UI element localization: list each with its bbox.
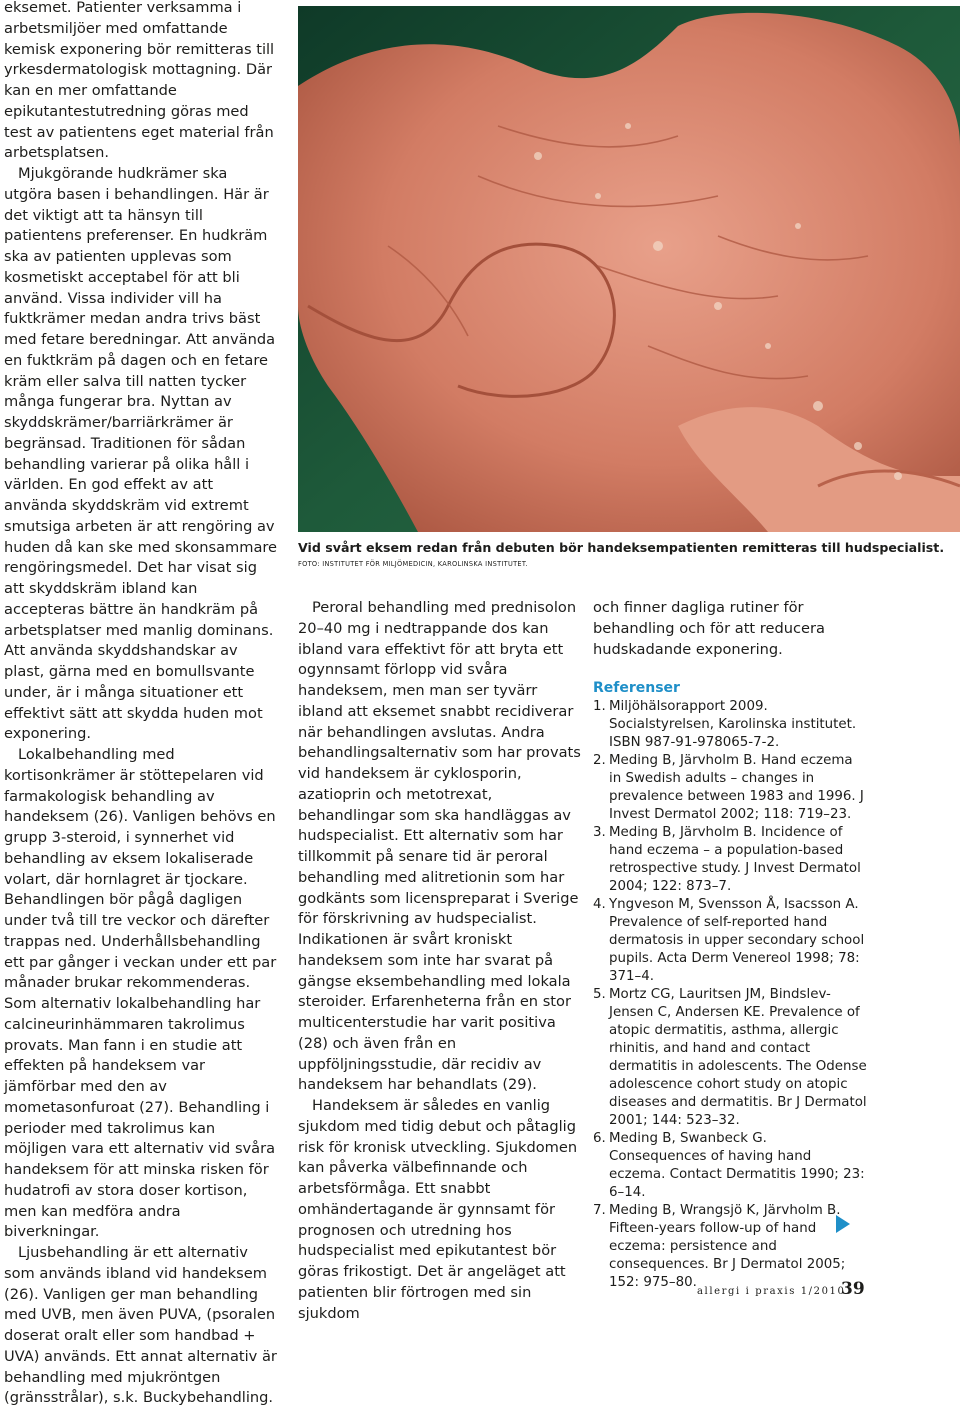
- page-number: 39: [841, 1279, 865, 1299]
- reference-text: Meding B, Wrangsjö K, Järvholm B. Fifteen-years follow-up of hand eczema: persistence and consequences. Br J Dermatol 2005; 152: 975–80.: [609, 1203, 846, 1291]
- paragraph: eksemet. Patienter verksamma i arbetsmiljöer med omfattande kemisk exponering bör remitteras till yrkesdermatologisk mottagning. Där kan en mer omfattande epikutantestutredning göras med test av patientens eget material från arbetsplatsen.: [4, 0, 275, 162]
- reference-number: 4.: [593, 897, 606, 913]
- reference-item: [593, 1202, 868, 1292]
- reference-number: 6.: [593, 1131, 606, 1147]
- article-column-1: [4, 0, 278, 1409]
- reference-item: [593, 1130, 868, 1202]
- reference-item: [593, 698, 868, 752]
- paragraph: Ljusbehandling är ett alternativ som används ibland vid handeksem (26). Vanligen ger man behandling med UVB, men även PUVA, (psoralen doserat oralt eller som handbad + UVA) används. Ett annat alternativ är behandling med mjukröntgen (gränsstrålar), s.k. Buckybehandling.: [4, 1244, 277, 1407]
- reference-text: Meding B, Järvholm B. Incidence of hand eczema – a population-based retrospective study. J Invest Dermatol 2004; 122: 873–7.: [609, 825, 861, 895]
- hand-eczema-photo: [298, 6, 960, 532]
- continue-arrow-icon: [836, 1215, 850, 1233]
- reference-number: 2.: [593, 753, 606, 769]
- reference-text: Yngveson M, Svensson Å, Isacsson A. Prevalence of self-reported hand dermatosis in upper secondary school pupils. Acta Derm Venereol 1998; 78: 371–4.: [609, 897, 865, 985]
- reference-text: Miljöhälsorapport 2009. Socialstyrelsen, Karolinska institutet. ISBN 987-91-978065-7-2.: [609, 699, 857, 751]
- reference-number: 1.: [593, 699, 606, 715]
- paragraph: Lokalbehandling med kortisonkrämer är stöttepelaren vid farmakologisk behandling av handeksem (26). Vanligen behövs en grupp 3-steroid, i synnerhet vid behandling av eksem lokaliserade volart, där hornlagret är tjockare. Behandlingen bör pågå dagligen under två till tre veckor och därefter trappas ned. Underhållsbehandling ett par gånger i veckan under ett par månader brukar rekommenderas. Som alternativ lokalbehandling har calcineurinhämmaren takrolimus provats. Man fann i en studie att effekten på handeksem var jämförbar med den av mometasonfuroat (27). Behandling i perioder med takrolimus kan möjligen vara ett alternativ vid svåra handeksem för att minska risken för hudatrofi av stora doser kortison, men kan medföra andra biverkningar.: [4, 746, 277, 1241]
- references-heading: Referenser: [593, 680, 680, 697]
- reference-item: [593, 896, 868, 986]
- reference-number: 3.: [593, 825, 606, 841]
- reference-item: [593, 752, 868, 824]
- article-column-2: [298, 598, 581, 1324]
- reference-text: Mortz CG, Lauritsen JM, Bindslev-Jensen C, Andersen KE. Prevalence of atopic dermatitis, asthma, allergic rhinitis, and hand and contact dermatitis in adolescents. The Odense adolescence cohort study on atopic diseases and dermatitis. Br J Dermatol 2001; 144: 523–32.: [609, 987, 867, 1129]
- paragraph: Peroral behandling med prednisolon 20–40 mg i nedtrappande dos kan ibland vara effektivt för att bryta ett ogynnsamt förlopp vid svåra handeksem, men man ser tyvärr ibland att eksemet snabbt recidiverar när behandlingen avslutas. Andra behandlingsalternativ som har provats vid handeksem är cyklosporin, azatioprin och metotrexat, behandlingar som ska handläggas av hudspecialist. Ett alternativ som har tillkommit på senare tid är peroral behandling med alitretionin som har godkänts som licenspreparat i Sverige för förskrivning av hudspecialist. Indikationen är svårt kroniskt handeksem som inte har svarat på gängse eksembehandling med lokala steroider. Erfarenheterna från en stor multicenterstudie har varit positiva (28) och även från en uppföljningsstudie, där recidiv av handeksem har behandlats (29).: [298, 599, 581, 1094]
- photo-illustration: [298, 6, 960, 532]
- paragraph: Handeksem är således en vanlig sjukdom med tidig debut och påtaglig risk för kronisk utveckling. Sjukdomen kan påverka välbefinnande och arbetsförmåga. Ett snabbt omhändertagande är gynnsamt för prognosen och utredning hos hudspecialist med epikutantest bör göras frikostigt. Det är angeläget att patienten blir förtrogen med sin sjukdom: [298, 1097, 578, 1322]
- paragraph: och finner dagliga rutiner för behandling och för att reducera hudskadande exponering.: [593, 599, 825, 658]
- reference-text: Meding B, Järvholm B. Hand eczema in Swedish adults – changes in prevalence between 1983 and 1996. J Invest Dermatol 2002; 118: 719–23.: [609, 753, 864, 823]
- paragraph: Mjukgörande hudkrämer ska utgöra basen i behandlingen. Här är det viktigt att ta hänsyn till patientens preferenser. En hudkräm ska av patienten upplevas som kosmetiskt acceptabel för att bli använd. Vissa individer vill ha fuktkrämer medan andra trivs bäst med fetare beredningar. Att använda en fuktkräm på dagen och en fetare kräm eller salva till natten tycker många fungerar bra. Nyttan av skyddskrämer/barriärkrämer är begränsad. Traditionen för sådan behandling varierar på olika håll i världen. En god effekt av att använda skyddskräm vid extremt smutsiga arbeten är att rengöring av huden då kan ske med skonsammare rengöringsmedel. Det har visat sig att skyddskräm ibland kan accepteras bättre än handkräm på arbetsplatser med manlig dominans. Att använda skyddshandskar av plast, gärna med en bomullsvante under, är i många situationer ett effektivt sätt att skydda huden mot exponering.: [4, 165, 278, 743]
- article-column-3: [593, 598, 868, 1292]
- photo-credit: FOTO: INSTITUTET FÖR MILJÖMEDICIN, KAROLINSKA INSTITUTET.: [298, 560, 528, 568]
- reference-number: 5.: [593, 987, 606, 1003]
- reference-number: 7.: [593, 1203, 606, 1219]
- reference-text: Meding B, Swanbeck G. Consequences of having hand eczema. Contact Dermatitis 1990; 23: 6–14.: [609, 1131, 865, 1201]
- reference-list: [593, 698, 868, 1292]
- figure-caption: Vid svårt eksem redan från debuten bör handeksempatienten remitteras till hudspecialist.: [298, 540, 945, 555]
- journal-footer: allergi i praxis 1/2010: [697, 1286, 846, 1297]
- reference-item: [593, 986, 868, 1130]
- reference-item: [593, 824, 868, 896]
